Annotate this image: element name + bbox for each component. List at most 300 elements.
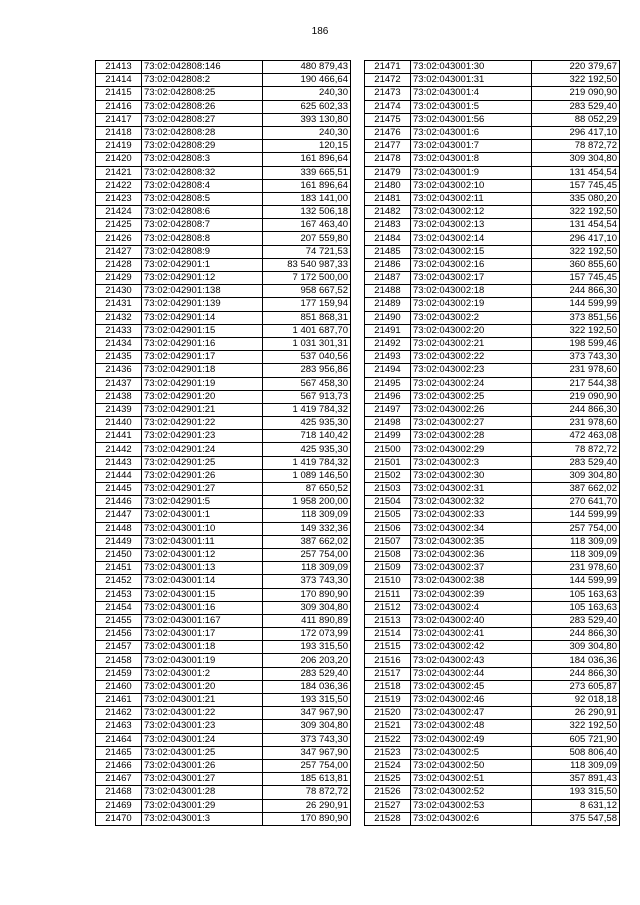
row-number: 21413 [96,61,142,74]
cadastral-value: 244 866,30 [532,667,620,680]
cadastral-value: 537 040,56 [263,351,351,364]
cadastral-value: 184 036,36 [532,654,620,667]
table-row [365,298,620,311]
row-number: 21442 [96,443,142,456]
table-row [96,232,351,245]
table-row [96,351,351,364]
cadastral-value: 144 599,99 [532,298,620,311]
table-row [365,324,620,337]
cadastral-number: 73:02:042808:7 [142,219,263,232]
cadastral-value: 240,30 [263,126,351,139]
table-row [365,601,620,614]
row-number: 21517 [365,667,411,680]
cadastral-value: 480 879,43 [263,61,351,74]
row-number: 21435 [96,351,142,364]
table-row [96,759,351,772]
row-number: 21477 [365,140,411,153]
cadastral-number: 73:02:042901:27 [142,483,263,496]
table-row [365,166,620,179]
cadastral-value: 131 454,54 [532,166,620,179]
row-number: 21418 [96,126,142,139]
cadastral-number: 73:02:043002:19 [411,298,532,311]
cadastral-value: 118 309,09 [532,759,620,772]
row-number: 21488 [365,285,411,298]
row-number: 21466 [96,759,142,772]
cadastral-number: 73:02:043001:1 [142,509,263,522]
row-number: 21421 [96,166,142,179]
cadastral-value: 219 090,90 [532,87,620,100]
cadastral-number: 73:02:043002:11 [411,192,532,205]
table-row [96,733,351,746]
cadastral-value: 373 851,56 [532,311,620,324]
cadastral-number: 73:02:043002:35 [411,535,532,548]
table-row [365,654,620,667]
row-number: 21470 [96,812,142,825]
cadastral-number: 73:02:043002:46 [411,694,532,707]
table-row [96,74,351,87]
table-row [365,759,620,772]
cadastral-value: 1 089 146,50 [263,469,351,482]
cadastral-value: 26 290,91 [532,707,620,720]
table-row [365,548,620,561]
cadastral-value: 231 978,60 [532,364,620,377]
table-row [96,667,351,680]
row-number: 21515 [365,641,411,654]
cadastral-value: 347 967,90 [263,707,351,720]
row-number: 21434 [96,337,142,350]
cadastral-number: 73:02:042901:20 [142,390,263,403]
cadastral-value: 193 315,50 [532,786,620,799]
row-number: 21417 [96,113,142,126]
cadastral-number: 73:02:043002:44 [411,667,532,680]
cadastral-value: 144 599,99 [532,575,620,588]
row-number: 21506 [365,522,411,535]
cadastral-number: 73:02:043002:40 [411,614,532,627]
row-number: 21489 [365,298,411,311]
row-number: 21494 [365,364,411,377]
table-row [96,100,351,113]
cadastral-value: 206 203,20 [263,654,351,667]
cadastral-value: 283 529,40 [532,100,620,113]
table-row [365,377,620,390]
cadastral-value: 131 454,54 [532,219,620,232]
row-number: 21433 [96,324,142,337]
table-row [96,694,351,707]
cadastral-number: 73:02:043002:27 [411,417,532,430]
cadastral-number: 73:02:043001:20 [142,680,263,693]
cadastral-number: 73:02:042808:32 [142,166,263,179]
cadastral-number: 73:02:043002:20 [411,324,532,337]
row-number: 21464 [96,733,142,746]
row-number: 21500 [365,443,411,456]
row-number: 21448 [96,522,142,535]
table-row [365,219,620,232]
table-row [96,509,351,522]
cadastral-value: 78 872,72 [532,443,620,456]
cadastral-number: 73:02:043002:12 [411,206,532,219]
table-row [365,733,620,746]
cadastral-value: 144 599,99 [532,509,620,522]
row-number: 21471 [365,61,411,74]
cadastral-number: 73:02:042901:26 [142,469,263,482]
cadastral-value: 283 529,40 [532,614,620,627]
cadastral-value: 244 866,30 [532,403,620,416]
cadastral-value: 718 140,42 [263,430,351,443]
cadastral-value: 387 662,02 [532,483,620,496]
row-number: 21507 [365,535,411,548]
row-number: 21498 [365,417,411,430]
table-row [96,61,351,74]
cadastral-number: 73:02:043002:31 [411,483,532,496]
cadastral-value: 198 599,46 [532,337,620,350]
row-number: 21492 [365,337,411,350]
table-row [365,403,620,416]
cadastral-number: 73:02:043002:15 [411,245,532,258]
row-number: 21423 [96,192,142,205]
table-row [365,562,620,575]
table-row [365,272,620,285]
cadastral-number: 73:02:043001:26 [142,759,263,772]
row-number: 21495 [365,377,411,390]
table-row [96,812,351,825]
cadastral-value: 296 417,10 [532,126,620,139]
row-number: 21447 [96,509,142,522]
cadastral-number: 73:02:043002:47 [411,707,532,720]
table-row [365,337,620,350]
row-number: 21505 [365,509,411,522]
table-row [96,153,351,166]
table-row [365,443,620,456]
row-number: 21481 [365,192,411,205]
table-row [365,100,620,113]
cadastral-number: 73:02:042808:25 [142,87,263,100]
cadastral-table-right [364,60,620,826]
row-number: 21512 [365,601,411,614]
row-number: 21472 [365,74,411,87]
cadastral-value: 567 458,30 [263,377,351,390]
row-number: 21521 [365,720,411,733]
cadastral-value: 92 018,18 [532,694,620,707]
row-number: 21446 [96,496,142,509]
cadastral-number: 73:02:043002:42 [411,641,532,654]
cadastral-value: 231 978,60 [532,417,620,430]
row-number: 21503 [365,483,411,496]
table-row [365,522,620,535]
row-number: 21508 [365,548,411,561]
row-number: 21514 [365,628,411,641]
cadastral-number: 73:02:043001:29 [142,799,263,812]
row-number: 21422 [96,179,142,192]
table-row [96,390,351,403]
cadastral-number: 73:02:042808:26 [142,100,263,113]
cadastral-number: 73:02:043002:17 [411,272,532,285]
cadastral-number: 73:02:042808:9 [142,245,263,258]
table-row [365,588,620,601]
cadastral-number: 73:02:042901:138 [142,285,263,298]
cadastral-number: 73:02:043002:3 [411,456,532,469]
row-number: 21426 [96,232,142,245]
cadastral-value: 1 419 784,32 [263,403,351,416]
cadastral-number: 73:02:043001:7 [411,140,532,153]
table-row [96,272,351,285]
table-row [96,324,351,337]
cadastral-number: 73:02:043001:27 [142,773,263,786]
cadastral-table-left [95,60,351,826]
cadastral-number: 73:02:043001:23 [142,720,263,733]
cadastral-number: 73:02:043002:48 [411,720,532,733]
table-row [96,179,351,192]
row-number: 21439 [96,403,142,416]
table-row [96,799,351,812]
row-number: 21504 [365,496,411,509]
table-row [96,601,351,614]
cadastral-number: 73:02:042808:5 [142,192,263,205]
row-number: 21476 [365,126,411,139]
row-number: 21518 [365,680,411,693]
cadastral-number: 73:02:042901:21 [142,403,263,416]
row-number: 21430 [96,285,142,298]
cadastral-value: 219 090,90 [532,390,620,403]
table-row [96,87,351,100]
row-number: 21468 [96,786,142,799]
cadastral-number: 73:02:043002:13 [411,219,532,232]
cadastral-number: 73:02:043001:30 [411,61,532,74]
cadastral-value: 105 163,63 [532,601,620,614]
cadastral-value: 207 559,80 [263,232,351,245]
table-row [365,126,620,139]
cadastral-value: 1 031 301,31 [263,337,351,350]
row-number: 21474 [365,100,411,113]
cadastral-number: 73:02:042901:24 [142,443,263,456]
row-number: 21463 [96,720,142,733]
table-row [365,153,620,166]
cadastral-value: 393 130,80 [263,113,351,126]
row-number: 21496 [365,390,411,403]
row-number: 21453 [96,588,142,601]
table-row [96,245,351,258]
cadastral-number: 73:02:043001:4 [411,87,532,100]
row-number: 21440 [96,417,142,430]
cadastral-value: 78 872,72 [263,786,351,799]
cadastral-number: 73:02:043002:10 [411,179,532,192]
table-row [365,179,620,192]
table-row [96,311,351,324]
cadastral-value: 283 529,40 [263,667,351,680]
cadastral-value: 244 866,30 [532,628,620,641]
row-number: 21483 [365,219,411,232]
cadastral-number: 73:02:043001:19 [142,654,263,667]
row-number: 21499 [365,430,411,443]
cadastral-value: 270 641,70 [532,496,620,509]
cadastral-value: 193 315,50 [263,694,351,707]
cadastral-number: 73:02:043002:16 [411,258,532,271]
table-row [365,232,620,245]
cadastral-value: 309 304,80 [263,601,351,614]
table-row [365,812,620,825]
table-row [96,403,351,416]
cadastral-number: 73:02:042901:12 [142,272,263,285]
cadastral-value: 87 650,52 [263,483,351,496]
cadastral-number: 73:02:043002:22 [411,351,532,364]
row-number: 21456 [96,628,142,641]
cadastral-value: 387 662,02 [263,535,351,548]
row-number: 21482 [365,206,411,219]
cadastral-value: 170 890,90 [263,588,351,601]
table-row [96,628,351,641]
cadastral-value: 335 080,20 [532,192,620,205]
table-row [365,469,620,482]
cadastral-number: 73:02:042808:8 [142,232,263,245]
table-row [96,417,351,430]
cadastral-number: 73:02:043002:38 [411,575,532,588]
row-number: 21449 [96,535,142,548]
cadastral-number: 73:02:043002:23 [411,364,532,377]
cadastral-value: 118 309,09 [532,548,620,561]
cadastral-value: 1 419 784,32 [263,456,351,469]
row-number: 21487 [365,272,411,285]
row-number: 21479 [365,166,411,179]
cadastral-number: 73:02:043001:31 [411,74,532,87]
row-number: 21459 [96,667,142,680]
cadastral-number: 73:02:043002:28 [411,430,532,443]
row-number: 21509 [365,562,411,575]
table-row [365,496,620,509]
cadastral-value: 283 529,40 [532,456,620,469]
row-number: 21452 [96,575,142,588]
table-row [365,351,620,364]
row-number: 21525 [365,773,411,786]
cadastral-number: 73:02:043001:21 [142,694,263,707]
table-row [96,456,351,469]
cadastral-number: 73:02:043002:43 [411,654,532,667]
row-number: 21486 [365,258,411,271]
cadastral-value: 373 743,30 [263,733,351,746]
cadastral-value: 605 721,90 [532,733,620,746]
table-row [365,535,620,548]
row-number: 21516 [365,654,411,667]
table-row [365,390,620,403]
table-row [365,245,620,258]
row-number: 21528 [365,812,411,825]
cadastral-value: 78 872,72 [532,140,620,153]
cadastral-number: 73:02:042901:139 [142,298,263,311]
cadastral-value: 190 466,64 [263,74,351,87]
cadastral-number: 73:02:042901:15 [142,324,263,337]
table-row [96,654,351,667]
cadastral-value: 309 304,80 [532,641,620,654]
cadastral-value: 425 935,30 [263,417,351,430]
cadastral-number: 73:02:043001:17 [142,628,263,641]
cadastral-value: 217 544,38 [532,377,620,390]
row-number: 21501 [365,456,411,469]
cadastral-value: 411 890,89 [263,614,351,627]
table-row [365,113,620,126]
table-row [96,483,351,496]
row-number: 21455 [96,614,142,627]
cadastral-value: 172 073,99 [263,628,351,641]
cadastral-value: 8 631,12 [532,799,620,812]
cadastral-number: 73:02:043002:34 [411,522,532,535]
cadastral-number: 73:02:043001:28 [142,786,263,799]
cadastral-number: 73:02:042901:22 [142,417,263,430]
cadastral-number: 73:02:042901:18 [142,364,263,377]
cadastral-number: 73:02:043002:5 [411,746,532,759]
cadastral-number: 73:02:043001:14 [142,575,263,588]
row-number: 21493 [365,351,411,364]
cadastral-value: 339 665,51 [263,166,351,179]
cadastral-value: 1 958 200,00 [263,496,351,509]
cadastral-value: 167 463,40 [263,219,351,232]
row-number: 21414 [96,74,142,87]
row-number: 21462 [96,707,142,720]
table-row [365,509,620,522]
row-number: 21437 [96,377,142,390]
row-number: 21415 [96,87,142,100]
cadastral-number: 73:02:043002:18 [411,285,532,298]
cadastral-value: 625 602,33 [263,100,351,113]
table-row [96,443,351,456]
row-number: 21511 [365,588,411,601]
cadastral-value: 322 192,50 [532,324,620,337]
cadastral-number: 73:02:043002:49 [411,733,532,746]
table-row [365,258,620,271]
row-number: 21461 [96,694,142,707]
cadastral-number: 73:02:042901:14 [142,311,263,324]
table-row [96,430,351,443]
cadastral-value: 567 913,73 [263,390,351,403]
row-number: 21424 [96,206,142,219]
table-row [96,720,351,733]
cadastral-number: 73:02:043001:2 [142,667,263,680]
table-row [365,786,620,799]
table-row [365,311,620,324]
cadastral-value: 161 896,64 [263,179,351,192]
row-number: 21458 [96,654,142,667]
cadastral-value: 157 745,45 [532,272,620,285]
table-row [96,614,351,627]
cadastral-number: 73:02:042808:6 [142,206,263,219]
cadastral-number: 73:02:043001:16 [142,601,263,614]
table-row [365,641,620,654]
cadastral-number: 73:02:043002:24 [411,377,532,390]
cadastral-number: 73:02:043002:29 [411,443,532,456]
cadastral-number: 73:02:043002:50 [411,759,532,772]
cadastral-number: 73:02:042808:27 [142,113,263,126]
row-number: 21485 [365,245,411,258]
cadastral-value: 360 855,60 [532,258,620,271]
cadastral-value: 149 332,36 [263,522,351,535]
cadastral-value: 425 935,30 [263,443,351,456]
table-row [96,773,351,786]
table-row [365,417,620,430]
cadastral-number: 73:02:043001:18 [142,641,263,654]
table-row [96,192,351,205]
cadastral-value: 851 868,31 [263,311,351,324]
row-number: 21460 [96,680,142,693]
row-number: 21513 [365,614,411,627]
cadastral-number: 73:02:043002:4 [411,601,532,614]
table-row [365,483,620,496]
page-number: 186 [311,26,329,37]
cadastral-number: 73:02:043001:11 [142,535,263,548]
cadastral-value: 120,15 [263,140,351,153]
row-number: 21502 [365,469,411,482]
cadastral-value: 273 605,87 [532,680,620,693]
row-number: 21451 [96,562,142,575]
row-number: 21524 [365,759,411,772]
cadastral-number: 73:02:043002:32 [411,496,532,509]
table-row [96,377,351,390]
